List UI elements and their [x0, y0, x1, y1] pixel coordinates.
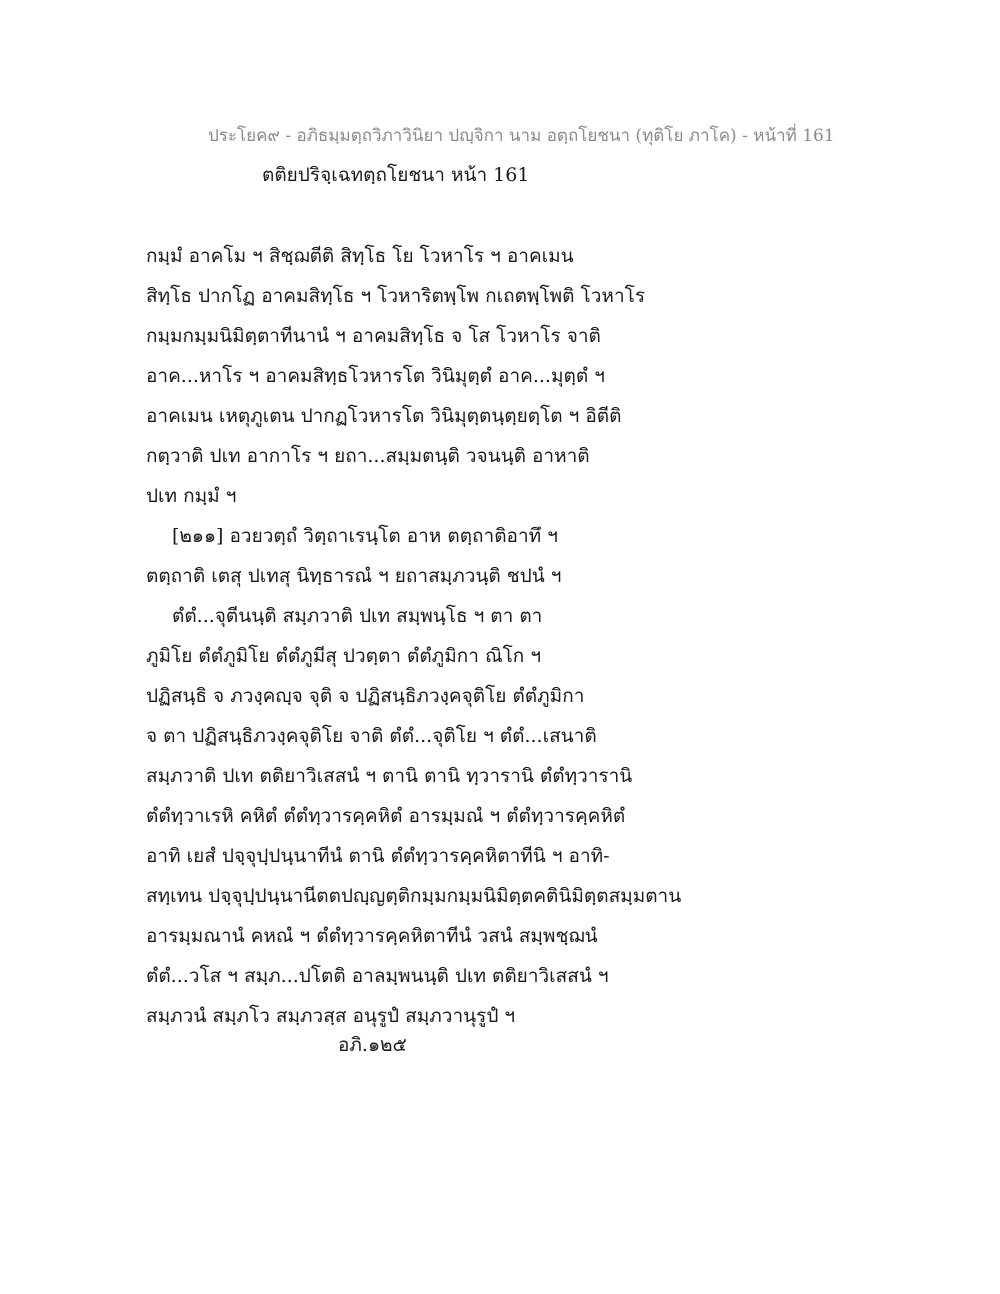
- text-line: ตตฺถาติ เตสุ ปเทสุ นิทฺธารณํ ฯ ยถาสมฺภวนฺติ ชปนํ ฯ: [146, 565, 562, 587]
- text-line: อาทิ เยสํ ปจฺจุปฺปนฺนาทีนํ ตานิ ตํตํทฺวารคฺคหิตาทีนิ ฯ อาทิ-: [146, 845, 610, 867]
- text-line: จ ตา ปฏิสนฺธิภวงฺคจุติโย จาติ ตํตํ...จุติโย ฯ ตํตํ...เสนาติ: [146, 725, 597, 747]
- text-line: สมฺภวาติ ปเท ตติยาวิเสสนํ ฯ ตานิ ตานิ ทฺวารานิ ตํตํทฺวารานิ: [146, 765, 633, 787]
- text-line: อารมฺมณานํ คหณํ ฯ ตํตํทฺวารคฺคหิตาทีนํ วสนํ สมฺพชฺฌนํ: [146, 925, 598, 947]
- text-line: สมฺภวนํ สมฺภโว สมฺภวสฺส อนุรูปํ สมฺภวานุรูปํ ฯ: [146, 1005, 516, 1027]
- running-header: ประโยค๙ - อภิธมฺมตฺถวิภาวินิยา ปญฺจิกา นาม อตฺถโยชนา (ทุติโย ภาโค) - หน้าที่ 161: [208, 126, 835, 146]
- body-text: [146, 236, 866, 1036]
- text-line: อาคเมน เหตุภูเตน ปากฏโวหารโต วินิมุตฺตนฺตฺยตฺโต ฯ อิตีติ: [146, 405, 622, 427]
- text-line: กมฺมํ อาคโม ฯ สิชฺฌตีติ สิทฺโธ โย โวหาโร ฯ อาคเมน: [146, 245, 574, 267]
- text-line: ภูมิโย ตํตํภูมิโย ตํตํภูมีสุ ปวตฺตา ตํตํภูมิกา ณิโก ฯ: [146, 645, 541, 667]
- text-line: ตํตํทฺวาเรหิ คหิตํ ตํตํทฺวารคฺคหิตํ อารมฺมณํ ฯ ตํตํทฺวารคฺคหิตํ: [146, 805, 626, 827]
- section-heading: ตติยปริจฺเฉทตฺถโยชนา หน้า 161: [262, 164, 530, 186]
- text-line: สิทฺโธ ปากโฏ อาคมสิทฺโธ ฯ โวหาริตพฺโพ กเถตพฺโพติ โวหาโร: [146, 285, 646, 307]
- paragraph-start-line: [๒๑๑] อวยวตฺถํ วิตฺถาเรนฺโต อาห ตตฺถาติอาทึ ฯ: [172, 525, 558, 547]
- text-line: ปฏิสนฺธิ จ ภวงฺคญฺจ จุติ จ ปฏิสนฺธิภวงฺคจุติโย ตํตํภูมิกา: [146, 685, 585, 707]
- text-line: สทฺเทน ปจฺจุปฺปนฺนานีตตปญฺญตฺติกมฺมกมฺมนิมิตฺตคตินิมิตฺตสมฺมตาน: [146, 885, 682, 907]
- text-line: กมฺมกมฺมนิมิตฺตาทีนานํ ฯ อาคมสิทฺโธ จ โส โวหาโร จาติ: [146, 325, 601, 347]
- text-line: กตฺวาติ ปเท อากาโร ฯ ยถา...สมฺมตนฺติ วจนนฺติ อาหาติ: [146, 445, 590, 467]
- page-reference: อภิ.๑๒๕: [338, 1034, 407, 1056]
- paragraph-start-line: ตํตํ...จุตีนนฺติ สมฺภวาติ ปเท สมฺพนฺโธ ฯ ตา ตา: [172, 605, 543, 627]
- text-line: ตํตํ...วโส ฯ สมฺภ...ปโตติ อาลมฺพนนฺติ ปเท ตติยาวิเสสนํ ฯ: [146, 965, 609, 987]
- text-line: ปเท กมฺมํ ฯ: [146, 485, 237, 507]
- text-line: อาค...หาโร ฯ อาคมสิทฺธโวหารโต วินิมุตฺตํ อาค...มุตฺตํ ฯ: [146, 365, 605, 387]
